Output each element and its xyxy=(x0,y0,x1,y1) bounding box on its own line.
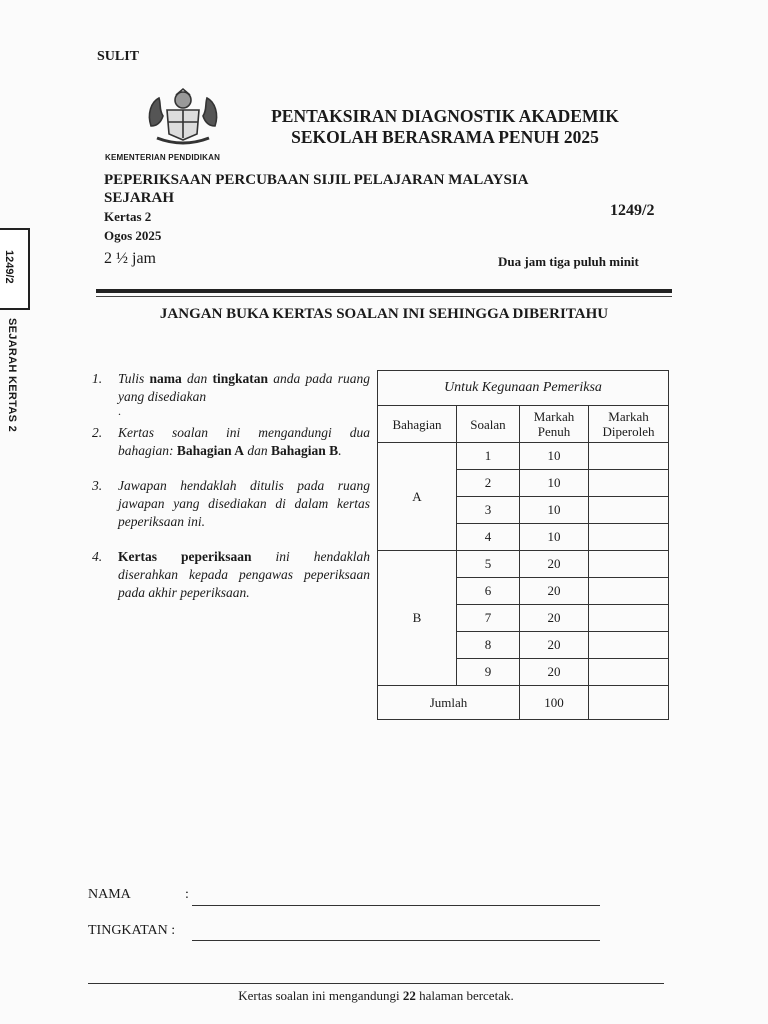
instruction-segment: dan xyxy=(244,443,272,458)
instruction-segment: Jawapan hendaklah ditulis pada ruang jawapan yang disediakan di dalam kertas peperiksaan ini. xyxy=(118,478,370,529)
instruction-segment: ini hendaklah diserahkan kepada pengawas peperiksaan pada akhir peperiksaan. xyxy=(118,549,370,600)
column-header-section: Bahagian xyxy=(378,406,457,443)
confidential-label: SULIT xyxy=(97,49,140,64)
side-tab-code: 1249/2 xyxy=(3,250,15,284)
marks-obtained-cell[interactable] xyxy=(589,578,669,605)
instruction-number: 2. xyxy=(92,425,103,440)
table-row xyxy=(378,443,669,470)
page-count-note xyxy=(88,988,664,1004)
stray-mark: . xyxy=(118,404,121,418)
full-marks: 20 xyxy=(520,659,589,686)
page-count: 22 xyxy=(402,988,416,1003)
question-number: 7 xyxy=(457,605,520,632)
instruction-item xyxy=(92,477,370,531)
instruction-segment: anda pada ruang yang disediakan xyxy=(118,371,370,404)
table-caption: Untuk Kegunaan Pemeriksa xyxy=(378,371,669,406)
ministry-label: KEMENTERIAN PENDIDIKAN xyxy=(105,153,221,162)
examiner-marks-table xyxy=(377,370,669,727)
question-number: 3 xyxy=(457,497,520,524)
instruction-segment: . xyxy=(338,443,342,458)
instruction-segment: Kertas soalan ini mengandungi dua bahagian: xyxy=(118,425,370,458)
total-marks-obtained-cell[interactable] xyxy=(589,686,669,720)
exam-duration: 2 ½ jam xyxy=(104,250,156,267)
full-marks: 20 xyxy=(520,578,589,605)
instruction-number: 1. xyxy=(92,371,103,386)
table-row xyxy=(378,551,669,578)
form-label: TINGKATAN : xyxy=(88,923,176,938)
marks-obtained-cell[interactable] xyxy=(589,524,669,551)
question-number: 1 xyxy=(457,443,520,470)
total-label: Jumlah xyxy=(378,686,520,720)
instruction-text xyxy=(118,548,370,602)
marks-obtained-cell[interactable] xyxy=(589,443,669,470)
full-marks: 20 xyxy=(520,551,589,578)
name-label: NAMA xyxy=(88,887,131,902)
question-number: 2 xyxy=(457,470,520,497)
instruction-text xyxy=(118,424,370,460)
instruction-emphasis: Kertas peperiksaan xyxy=(118,549,252,564)
instruction-emphasis: tingkatan xyxy=(212,371,269,386)
question-number: 8 xyxy=(457,632,520,659)
question-number: 6 xyxy=(457,578,520,605)
instruction-number: 3. xyxy=(92,478,103,493)
column-header-question: Soalan xyxy=(457,406,520,443)
full-marks: 20 xyxy=(520,605,589,632)
exam-month: Ogos 2025 xyxy=(104,228,162,243)
full-marks: 10 xyxy=(520,497,589,524)
question-number: 9 xyxy=(457,659,520,686)
instruction-item xyxy=(92,424,370,460)
marks-obtained-cell[interactable] xyxy=(589,551,669,578)
instruction-text xyxy=(118,477,370,531)
instruction-segment: Tulis xyxy=(118,371,150,386)
subject-name: SEJARAH xyxy=(104,190,175,206)
exam-name: PEPERIKSAAN PERCUBAAN SIJIL PELAJARAN MALAYSIA xyxy=(104,172,529,188)
column-header-marks-obtained: Markah Diperoleh xyxy=(589,406,669,443)
marks-obtained-cell[interactable] xyxy=(589,605,669,632)
assessment-title: PENTAKSIRAN DIAGNOSTIK AKADEMIK xyxy=(271,106,619,126)
page-count-prefix: Kertas soalan ini mengandungi xyxy=(238,988,403,1003)
marks-obtained-cell[interactable] xyxy=(589,632,669,659)
instruction-text xyxy=(118,370,370,406)
exam-duration-words: Dua jam tiga puluh minit xyxy=(498,254,639,269)
instruction-item xyxy=(92,548,370,602)
school-title: SEKOLAH BERASRAMA PENUH 2025 xyxy=(291,127,599,147)
full-marks: 10 xyxy=(520,524,589,551)
full-marks: 20 xyxy=(520,632,589,659)
column-header-full-marks: Markah Penuh xyxy=(520,406,589,443)
instruction-emphasis: Bahagian B xyxy=(271,443,339,458)
marks-obtained-cell[interactable] xyxy=(589,659,669,686)
header-divider xyxy=(96,289,672,293)
total-full-marks: 100 xyxy=(520,686,589,720)
instruction-emphasis: nama xyxy=(149,371,182,386)
instruction-emphasis: Bahagian A xyxy=(176,443,245,458)
marks-obtained-cell[interactable] xyxy=(589,497,669,524)
name-field[interactable] xyxy=(192,905,600,906)
page-count-suffix: halaman bercetak. xyxy=(415,988,514,1003)
marks-obtained-cell[interactable] xyxy=(589,470,669,497)
side-tab-subject: SEJARAH KERTAS 2 xyxy=(6,318,18,433)
header-divider-thin xyxy=(96,296,672,297)
form-field[interactable] xyxy=(192,940,600,941)
question-number: 4 xyxy=(457,524,520,551)
do-not-open-warning: JANGAN BUKA KERTAS SOALAN INI SEHINGGA DIBERITAHU xyxy=(159,306,609,322)
name-colon: : xyxy=(185,887,189,902)
footer-divider xyxy=(88,983,664,984)
instruction-item xyxy=(92,370,370,406)
full-marks: 10 xyxy=(520,470,589,497)
full-marks: 10 xyxy=(520,443,589,470)
coat-of-arms-logo xyxy=(143,86,223,152)
section-cell: B xyxy=(378,551,457,686)
instruction-number: 4. xyxy=(92,549,103,564)
paper-number: Kertas 2 xyxy=(104,209,152,224)
section-cell: A xyxy=(378,443,457,551)
instruction-segment: dan xyxy=(181,371,213,386)
paper-code: 1249/2 xyxy=(610,202,655,219)
question-number: 5 xyxy=(457,551,520,578)
